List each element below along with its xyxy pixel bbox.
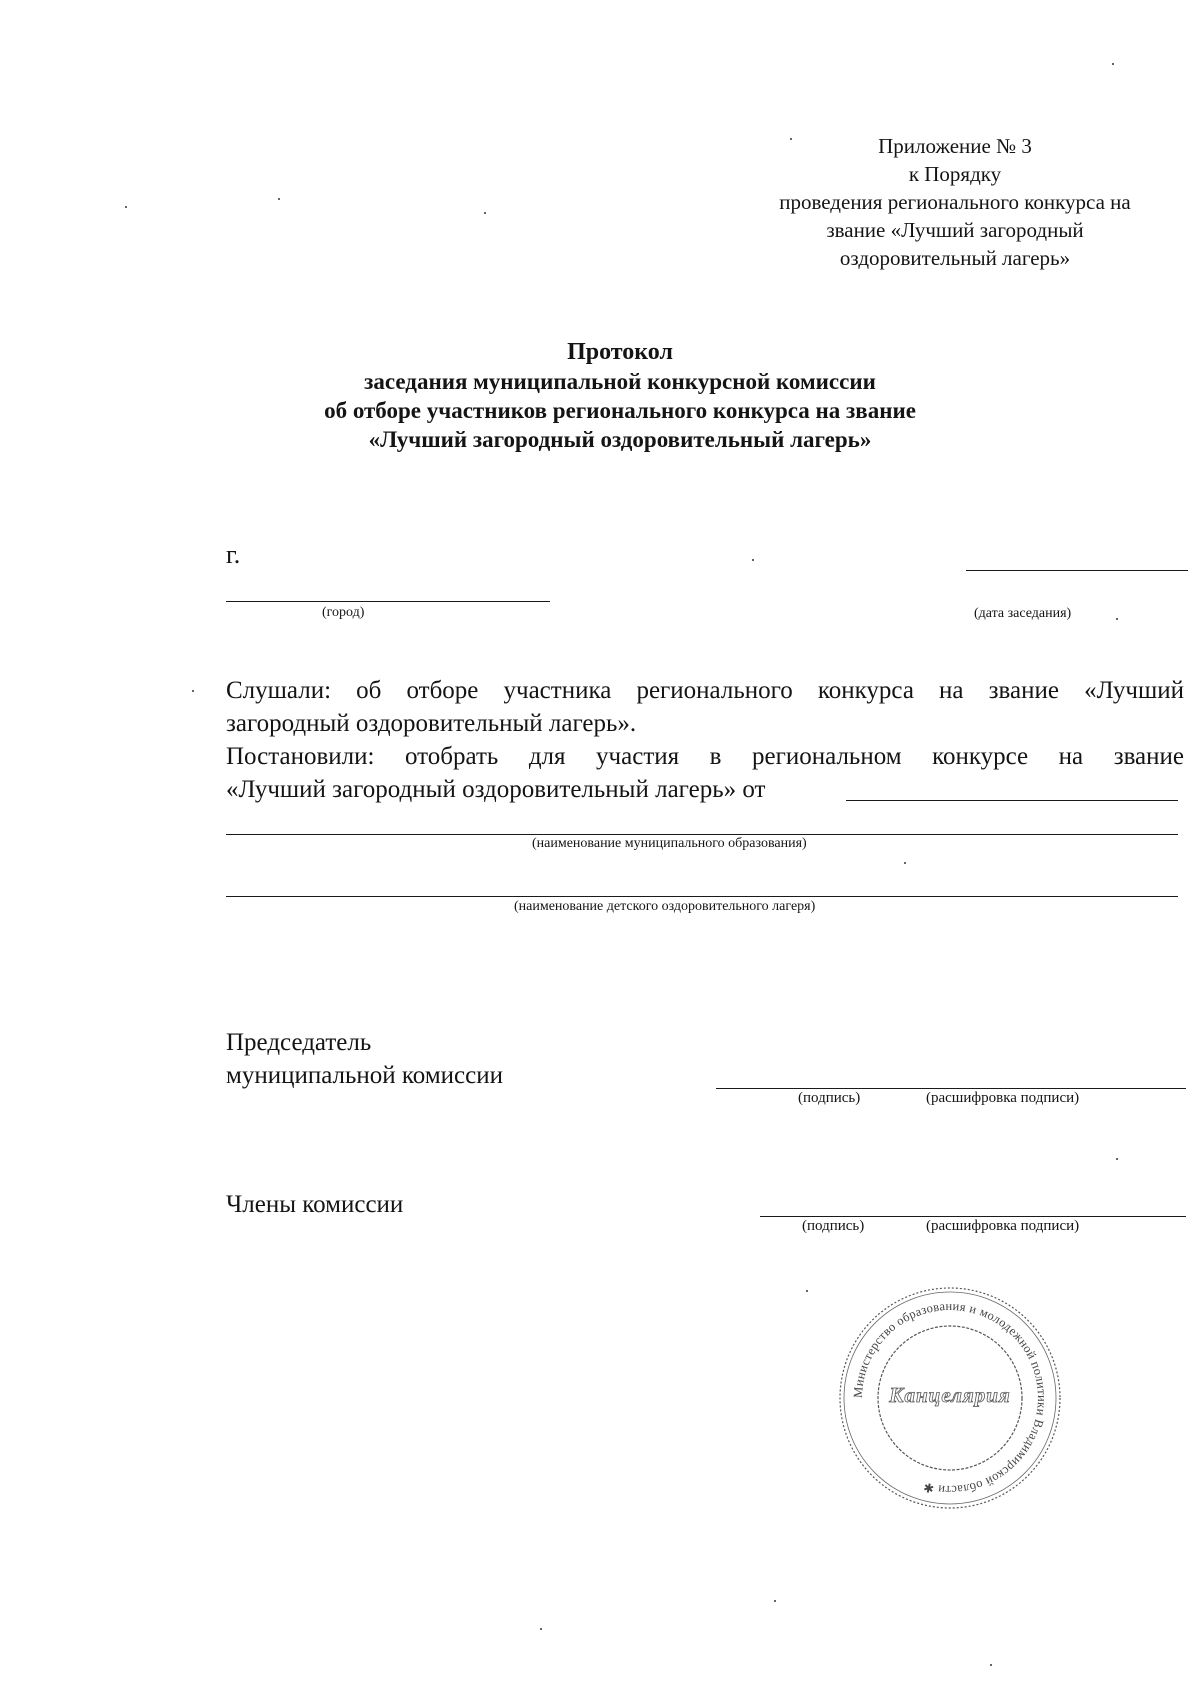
decided-line: Постановили: отобрать для участия в региональном конкурсе на звание: [226, 743, 1184, 770]
appendix-line: проведения регионального конкурса на: [779, 190, 1131, 214]
decided-line: «Лучший загородный оздоровительный лагерь» от: [226, 776, 766, 803]
scan-speck: [1112, 63, 1114, 65]
scan-speck: [125, 206, 127, 208]
scan-speck: [1116, 618, 1118, 620]
from-blank-line: [846, 800, 1178, 801]
chairman-decoding-caption: (расшифровка подписи): [926, 1090, 1080, 1106]
municipality-line: [226, 834, 1178, 835]
appendix-header: [740, 132, 1170, 272]
city-caption: (город): [322, 605, 365, 620]
scan-speck: [904, 862, 906, 864]
appendix-line: оздоровительный лагерь»: [839, 246, 1071, 270]
decided-paragraph: [226, 740, 1184, 806]
title-line: «Лучший загородный оздоровительный лагерь»: [368, 427, 872, 452]
document-title: [260, 338, 980, 454]
date-line: [966, 570, 1188, 571]
members-decoding-caption: (расшифровка подписи): [926, 1218, 1080, 1234]
appendix-line: к Порядку: [908, 162, 1002, 186]
scan-speck: [540, 1628, 542, 1630]
chairman-label-line2: муниципальной комиссии: [226, 1062, 503, 1089]
chairman-label-line1: Председатель: [226, 1029, 372, 1056]
stamp-center-text: Канцелярия: [889, 1383, 1011, 1407]
title-line: заседания муниципальной конкурсной комиссии: [364, 369, 876, 394]
title-line: Протокол: [567, 339, 673, 365]
heard-paragraph: [226, 674, 1184, 740]
heard-line: загородный оздоровительный лагерь».: [226, 710, 637, 737]
appendix-line: звание «Лучший загородный: [826, 218, 1084, 242]
members-signature-caption: (подпись): [802, 1218, 865, 1234]
camp-line: [226, 896, 1178, 897]
municipality-caption: (наименование муниципального образования): [532, 836, 807, 851]
camp-caption: (наименование детского оздоровительного лагеря): [514, 899, 816, 914]
scan-speck: [1116, 1158, 1118, 1160]
members-signature-line: [760, 1216, 1186, 1217]
members-label: Члены комиссии: [226, 1191, 404, 1218]
appendix-line: Приложение № 3: [878, 134, 1032, 158]
scan-speck: [790, 138, 792, 140]
scan-speck: [278, 198, 280, 200]
office-stamp: [836, 1284, 1064, 1512]
heard-line: Слушали: об отборе участника регионального конкурса на звание «Лучший: [226, 677, 1184, 704]
scan-speck: [484, 212, 486, 214]
stamp-outer-text: Министерство образования и молодежной политики Владимирской области ✱: [850, 1298, 1050, 1498]
city-prefix: г.: [226, 540, 241, 569]
chairman-signature-line: [716, 1088, 1186, 1089]
scan-speck: [752, 559, 754, 561]
city-line: [226, 601, 550, 602]
date-caption: (дата заседания): [974, 606, 1072, 621]
scan-speck: [192, 690, 194, 692]
scan-speck: [990, 1664, 992, 1666]
scan-speck: [806, 1290, 808, 1292]
scan-speck: [774, 1600, 776, 1602]
chairman-signature-caption: (подпись): [798, 1090, 861, 1106]
title-line: об отборе участников регионального конкурса на звание: [324, 398, 916, 423]
